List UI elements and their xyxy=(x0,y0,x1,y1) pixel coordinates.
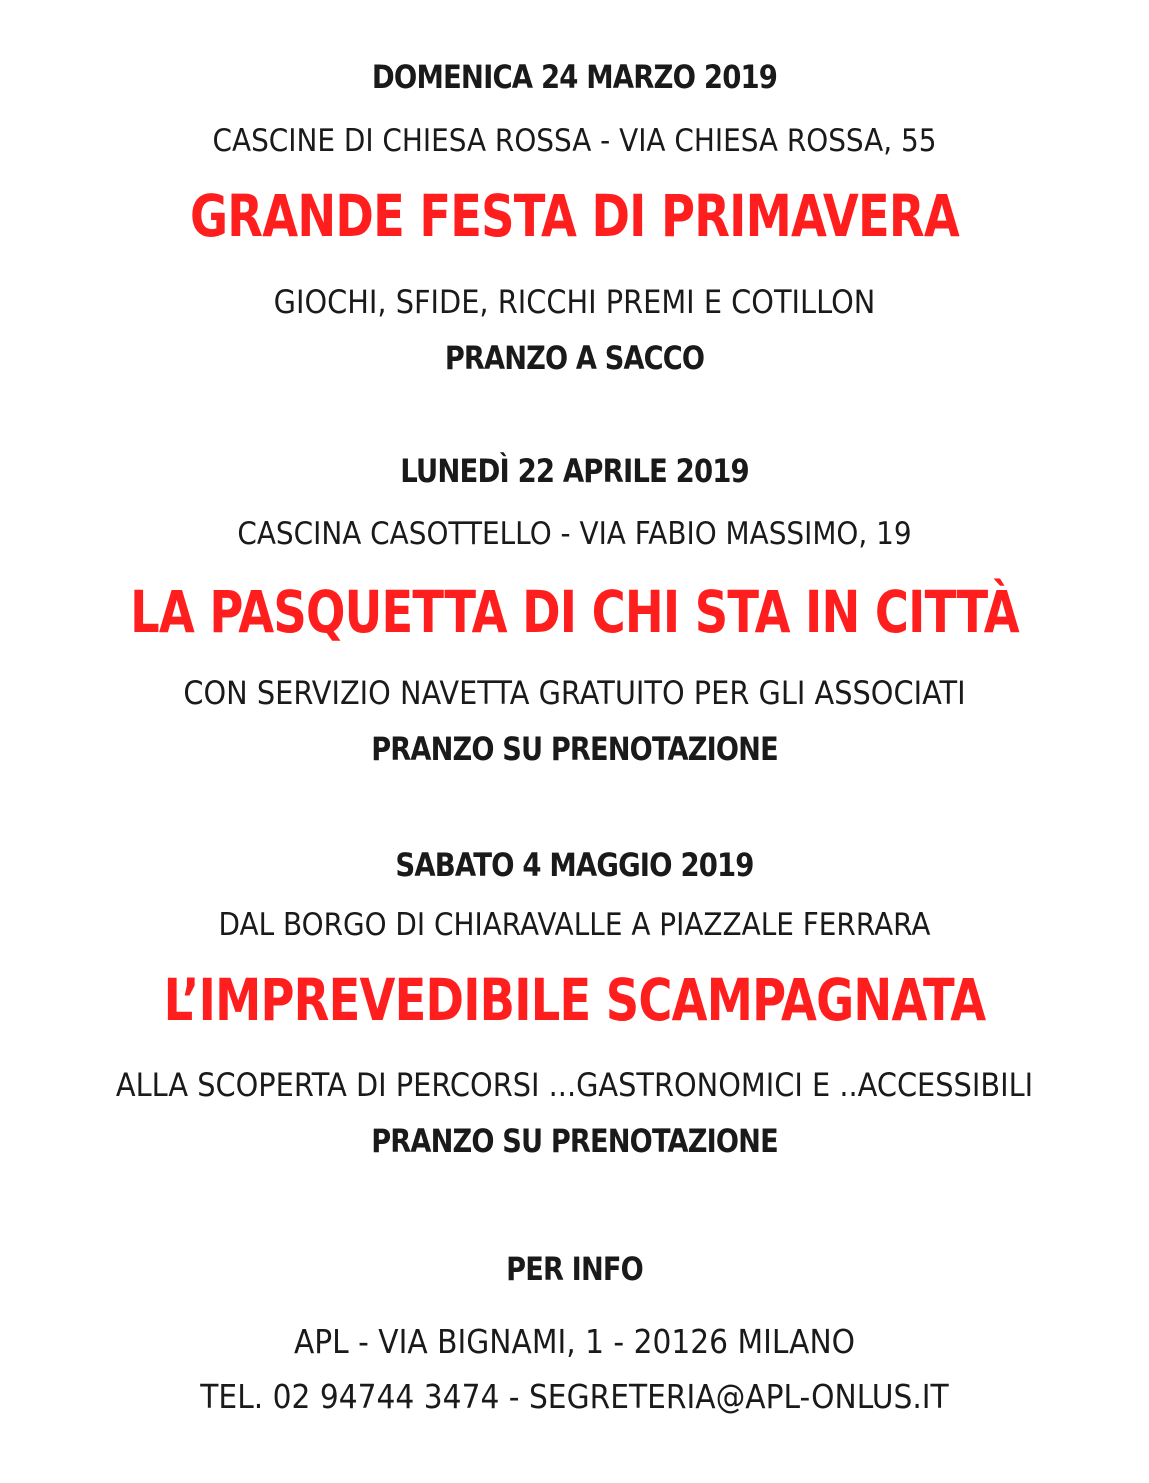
info-address: APL - VIA BIGNAMI, 1 - 20126 MILANO xyxy=(293,1322,856,1361)
event-1-date: DOMENICA 24 MARZO 2019 xyxy=(371,58,778,96)
event-3-description: ALLA SCOPERTA DI PERCORSI ...GASTRONOMICI E ..ACCESSIBILI xyxy=(115,1066,1034,1104)
event-1-title: GRANDE FESTA DI PRIMAVERA xyxy=(190,182,959,250)
event-3-title: L’IMPREVEDIBILE SCAMPAGNATA xyxy=(163,966,986,1034)
info-contact: TEL. 02 94744 3474 - SEGRETERIA@APL-ONLUS.IT xyxy=(200,1377,949,1416)
event-2-date: LUNEDÌ 22 APRILE 2019 xyxy=(400,452,749,490)
event-1-lunch: PRANZO A SACCO xyxy=(444,339,705,377)
event-2-lunch: PRANZO SU PRENOTAZIONE xyxy=(371,730,778,768)
event-1-place: CASCINE DI CHIESA ROSSA - VIA CHIESA ROSSA, 55 xyxy=(212,123,937,159)
event-3-place: DAL BORGO DI CHIARAVALLE A PIAZZALE FERRARA xyxy=(218,907,931,943)
info-heading: PER INFO xyxy=(506,1250,643,1288)
event-2-place: CASCINA CASOTTELLO - VIA FABIO MASSIMO, 19 xyxy=(237,516,912,552)
event-2-description: CON SERVIZIO NAVETTA GRATUITO PER GLI ASSOCIATI xyxy=(183,674,966,712)
event-2-title: LA PASQUETTA DI CHI STA IN CITTÀ xyxy=(130,578,1019,646)
event-3-lunch: PRANZO SU PRENOTAZIONE xyxy=(371,1122,778,1160)
event-1-description: GIOCHI, SFIDE, RICCHI PREMI E COTILLON xyxy=(273,283,876,321)
event-3-date: SABATO 4 MAGGIO 2019 xyxy=(395,846,754,884)
